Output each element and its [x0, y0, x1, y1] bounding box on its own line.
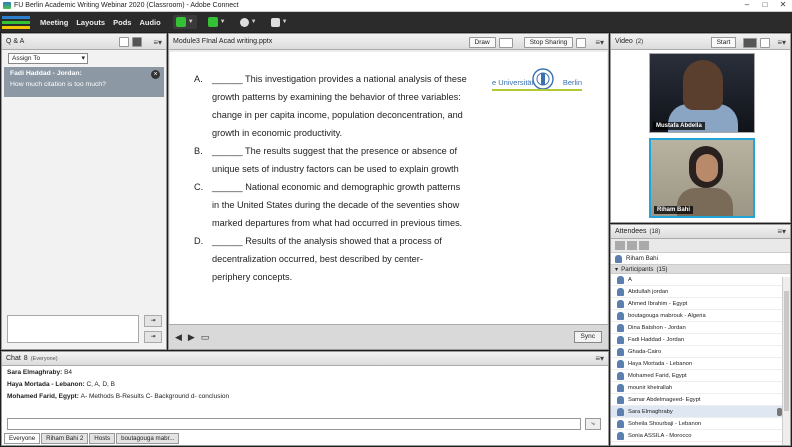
microphone-button[interactable]: ▼	[205, 15, 229, 29]
participants-count: (15)	[656, 265, 668, 273]
attendee-row[interactable]	[611, 418, 790, 430]
menu-pods[interactable]: Pods	[113, 17, 132, 27]
chat-tab[interactable]: boutagouga mabr...	[116, 433, 179, 444]
attendees-count: (18)	[649, 228, 661, 235]
attendees-pod-header	[611, 225, 790, 239]
menu-meeting[interactable]: Meeting	[40, 17, 69, 27]
participant-icon	[617, 420, 624, 428]
attendee-name: mounir kheirallah	[628, 384, 673, 391]
slide-item-letter: C.	[194, 182, 204, 192]
chat-message-author: Haya Mortada - Lebanon:	[7, 381, 87, 388]
slide-item-line: periphery concepts.	[212, 272, 293, 282]
adobe-connect-icon	[3, 2, 11, 9]
video-pod-menu-icon[interactable]: ≡▾	[777, 38, 786, 47]
attendee-name: Abdullah jordan	[628, 288, 669, 295]
qa-send-private-button[interactable]: ⇥	[144, 331, 162, 343]
attendee-name: Ahmed Ibrahim - Egypt	[628, 300, 688, 307]
video-title: Video	[615, 38, 633, 45]
window-title: FU Berlin Academic Writing Webinar 2020 (Classroom) - Adobe Connect	[14, 2, 239, 9]
chat-pod-header	[2, 352, 608, 366]
menubar	[0, 12, 792, 32]
video-tile-riham[interactable]	[649, 138, 755, 218]
chat-message	[2, 391, 608, 402]
participants-group[interactable]	[611, 264, 790, 274]
participant-icon	[617, 300, 624, 308]
question-text: How much citation is too much?	[10, 81, 106, 88]
slide-item-letter	[194, 88, 212, 106]
slide-item-line: ______ Results of the analysis showed that a process of	[212, 236, 442, 246]
slide-item	[194, 142, 484, 178]
attendee-row[interactable]	[611, 394, 790, 406]
attendee-row[interactable]	[611, 430, 790, 442]
slide-item-line: ______ National economic and demographic growth patterns	[212, 182, 461, 192]
slide-item-letter	[194, 160, 212, 178]
fu-berlin-logo: e Universität Berlin	[492, 67, 582, 99]
prev-slide-button[interactable]: ◀	[175, 332, 182, 342]
chat-pod-menu-icon[interactable]: ≡▾	[595, 354, 604, 363]
slide-item-line: growth in economic productivity.	[212, 128, 343, 138]
raise-hand-button[interactable]: ▼	[268, 15, 291, 29]
host-name: Riham Bahi	[626, 255, 658, 262]
attendees-scrollbar[interactable]	[782, 277, 790, 446]
attendee-name: Fadi Haddad - Jordan	[628, 336, 685, 343]
camera-button[interactable]: ▼	[237, 15, 260, 29]
chat-tab[interactable]: Hosts	[89, 433, 115, 444]
pod-menu-icon[interactable]: ≡▾	[153, 37, 162, 47]
slide-item-line: unique sets of industry factors can be used to explain growth	[212, 164, 459, 174]
collapse-icon: ▾	[615, 265, 619, 273]
chat-count: 8	[23, 355, 28, 362]
qa-send-button[interactable]: ⇥	[144, 315, 162, 327]
attendee-name: Soheila Shourbaji - Lebanon	[628, 420, 702, 427]
next-slide-button[interactable]: ▶	[187, 332, 195, 342]
slide-item	[194, 232, 484, 286]
attendee-row[interactable]	[611, 298, 790, 310]
attendee-name: A	[628, 276, 632, 283]
menu-audio[interactable]: Audio	[139, 17, 161, 27]
attendee-row[interactable]	[611, 286, 790, 298]
status-view-icon[interactable]	[627, 241, 637, 250]
slide-item	[194, 70, 484, 142]
camera-icon	[240, 18, 249, 27]
participants-label: Participants	[621, 265, 654, 273]
chat-message-author: Mohamed Farid, Egypt:	[7, 393, 81, 400]
participant-icon	[617, 312, 624, 320]
grid-view-icon[interactable]	[743, 38, 757, 48]
slide-text	[194, 70, 484, 286]
video-count: (2)	[635, 38, 644, 45]
share-pod-menu-icon[interactable]: ≡▾	[595, 38, 604, 47]
speaker-button[interactable]: ▼	[173, 15, 197, 29]
attendee-list	[611, 274, 790, 442]
menu-layouts[interactable]: Layouts	[76, 17, 106, 27]
question-item[interactable]	[4, 67, 164, 97]
chat-message-author: Sara Elmaghraby:	[7, 369, 65, 376]
attendee-row[interactable]	[611, 358, 790, 370]
video-pod-header	[611, 34, 790, 50]
close-window-button[interactable]: ✕	[779, 0, 787, 9]
participant-icon	[617, 360, 624, 368]
chat-message	[2, 367, 608, 378]
slide-item-line: ______ This investigation provides a national analysis of these	[212, 74, 467, 84]
chat-input[interactable]	[7, 418, 581, 430]
slide-item-letter	[194, 214, 212, 232]
qa-answer-input[interactable]	[7, 315, 139, 343]
slide-item-letter	[194, 106, 212, 124]
attendees-toolbar	[611, 239, 790, 253]
chat-message-text: A- Methods B-Results C- Background d- conclusion	[80, 393, 230, 400]
slide-item-letter	[194, 196, 212, 214]
question-author: Fadi Haddad - Jordan:	[10, 70, 82, 77]
list-view-icon[interactable]	[615, 241, 625, 250]
slide-item-line: in the United States during the decade of the seventies show	[212, 200, 460, 210]
slide-item-line: growth patterns by examining the behavior of three variables:	[212, 92, 461, 102]
chat-title: Chat	[6, 355, 21, 362]
slide-item	[194, 178, 484, 232]
participant-icon	[617, 396, 624, 404]
slide-view-icon[interactable]: ▭	[200, 332, 210, 342]
slide-item-letter	[194, 250, 212, 268]
chat-message-text: C, A, D, B	[86, 381, 116, 388]
participant-icon	[617, 408, 624, 416]
presentation-slide	[170, 52, 607, 324]
sync-button[interactable]: Sync	[574, 331, 602, 343]
attendees-pod-menu-icon[interactable]: ≡▾	[777, 227, 786, 236]
attendee-name: Ghada-Cairo	[628, 348, 662, 355]
qa-view-toggle-icon[interactable]	[119, 37, 129, 47]
qa-title: Q & A	[6, 38, 25, 45]
attendee-name: Sara Elmaghraby	[628, 408, 673, 415]
qa-presenter-icon[interactable]	[132, 37, 142, 47]
chat-pod	[1, 351, 609, 446]
attendee-row[interactable]	[611, 382, 790, 394]
participant-icon	[617, 384, 624, 392]
slide-item-line: decentralization occurred, best described by center-	[212, 254, 423, 264]
attendee-row[interactable]	[611, 274, 790, 286]
video-name-label: Mustafa Abdella	[653, 122, 705, 130]
chat-tab[interactable]: Everyone	[4, 433, 40, 444]
attendees-pod	[610, 224, 791, 446]
participant-icon	[617, 288, 624, 296]
video-tile-mustafa[interactable]	[649, 53, 755, 133]
chat-message	[2, 379, 608, 390]
attendee-row[interactable]	[611, 322, 790, 334]
chat-scope: (Everyone)	[30, 355, 58, 362]
microphone-icon	[208, 17, 218, 27]
share-footer	[169, 324, 608, 349]
slide-item-line: change in per capita income, population deconcentration, and	[212, 110, 463, 120]
share-pod	[168, 33, 609, 350]
participant-icon	[617, 372, 624, 380]
assign-to-dropdown[interactable]: Assign To ▾	[8, 53, 88, 64]
slide-item-letter: B.	[194, 146, 203, 156]
slide-item-line: marked departures from what had occurred in previous times.	[212, 218, 463, 228]
participant-icon	[617, 348, 624, 356]
slide-item-letter	[194, 268, 212, 286]
pointer-icon[interactable]	[499, 38, 513, 48]
attendees-title: Attendees	[615, 228, 647, 235]
fullscreen-icon[interactable]	[576, 38, 586, 48]
slide-item-letter	[194, 124, 212, 142]
attendee-row[interactable]	[611, 310, 790, 322]
adobe-connect-logo	[0, 12, 32, 32]
share-pod-header	[169, 34, 608, 50]
video-pod	[610, 33, 791, 223]
video-name-label: Riham Bahi	[654, 206, 693, 214]
slide-item-line: ______ The results suggest that the presence or absence of	[212, 146, 457, 156]
qa-pod	[1, 33, 167, 350]
speaker-icon	[176, 17, 186, 27]
participant-icon	[617, 336, 624, 344]
sort-icon[interactable]	[639, 241, 649, 250]
qa-pod-header	[2, 34, 166, 50]
slide-item-letter: A.	[194, 74, 203, 84]
fullscreen-video-icon[interactable]	[760, 38, 770, 48]
attendee-name: Samar Abdelmageed- Egypt	[628, 396, 701, 403]
chat-messages	[2, 367, 608, 402]
window-titlebar	[0, 0, 792, 12]
share-title: Module3 FInal Acad writing.pptx	[173, 38, 273, 45]
attendee-name: Sonia ASSILA - Morocco	[628, 432, 692, 439]
attendee-name: Mohamed Farid, Egypt	[628, 372, 687, 379]
participant-icon	[617, 432, 624, 440]
chat-send-button[interactable]: ⤷	[585, 418, 601, 430]
maximize-button[interactable]: □	[762, 0, 768, 9]
chat-tabs	[4, 433, 179, 444]
start-video-button[interactable]: Start	[711, 37, 737, 48]
slide-item-letter: D.	[194, 236, 204, 246]
chat-message-text: B4	[64, 369, 73, 376]
stop-sharing-button[interactable]: Stop Sharing	[524, 37, 574, 48]
participant-icon	[617, 276, 624, 284]
attendee-row[interactable]	[611, 334, 790, 346]
attendee-row[interactable]	[611, 346, 790, 358]
draw-button[interactable]: Draw	[469, 37, 496, 48]
participant-icon	[617, 324, 624, 332]
attendee-name: Dina Batshon - Jordan	[628, 324, 686, 331]
host-icon	[615, 255, 622, 263]
hand-icon	[271, 18, 280, 27]
minimize-button[interactable]: –	[744, 0, 750, 9]
chat-tab[interactable]: Riham Bahi 2	[41, 433, 88, 444]
close-question-icon[interactable]: ×	[151, 70, 160, 79]
attendee-row[interactable]	[611, 370, 790, 382]
attendee-name: boutagouga mabrouk - Algeria	[628, 312, 706, 319]
attendee-name: Haya Mortada - Lebanon	[628, 360, 693, 367]
attendee-row[interactable]	[611, 406, 790, 418]
host-row[interactable]	[611, 253, 790, 264]
